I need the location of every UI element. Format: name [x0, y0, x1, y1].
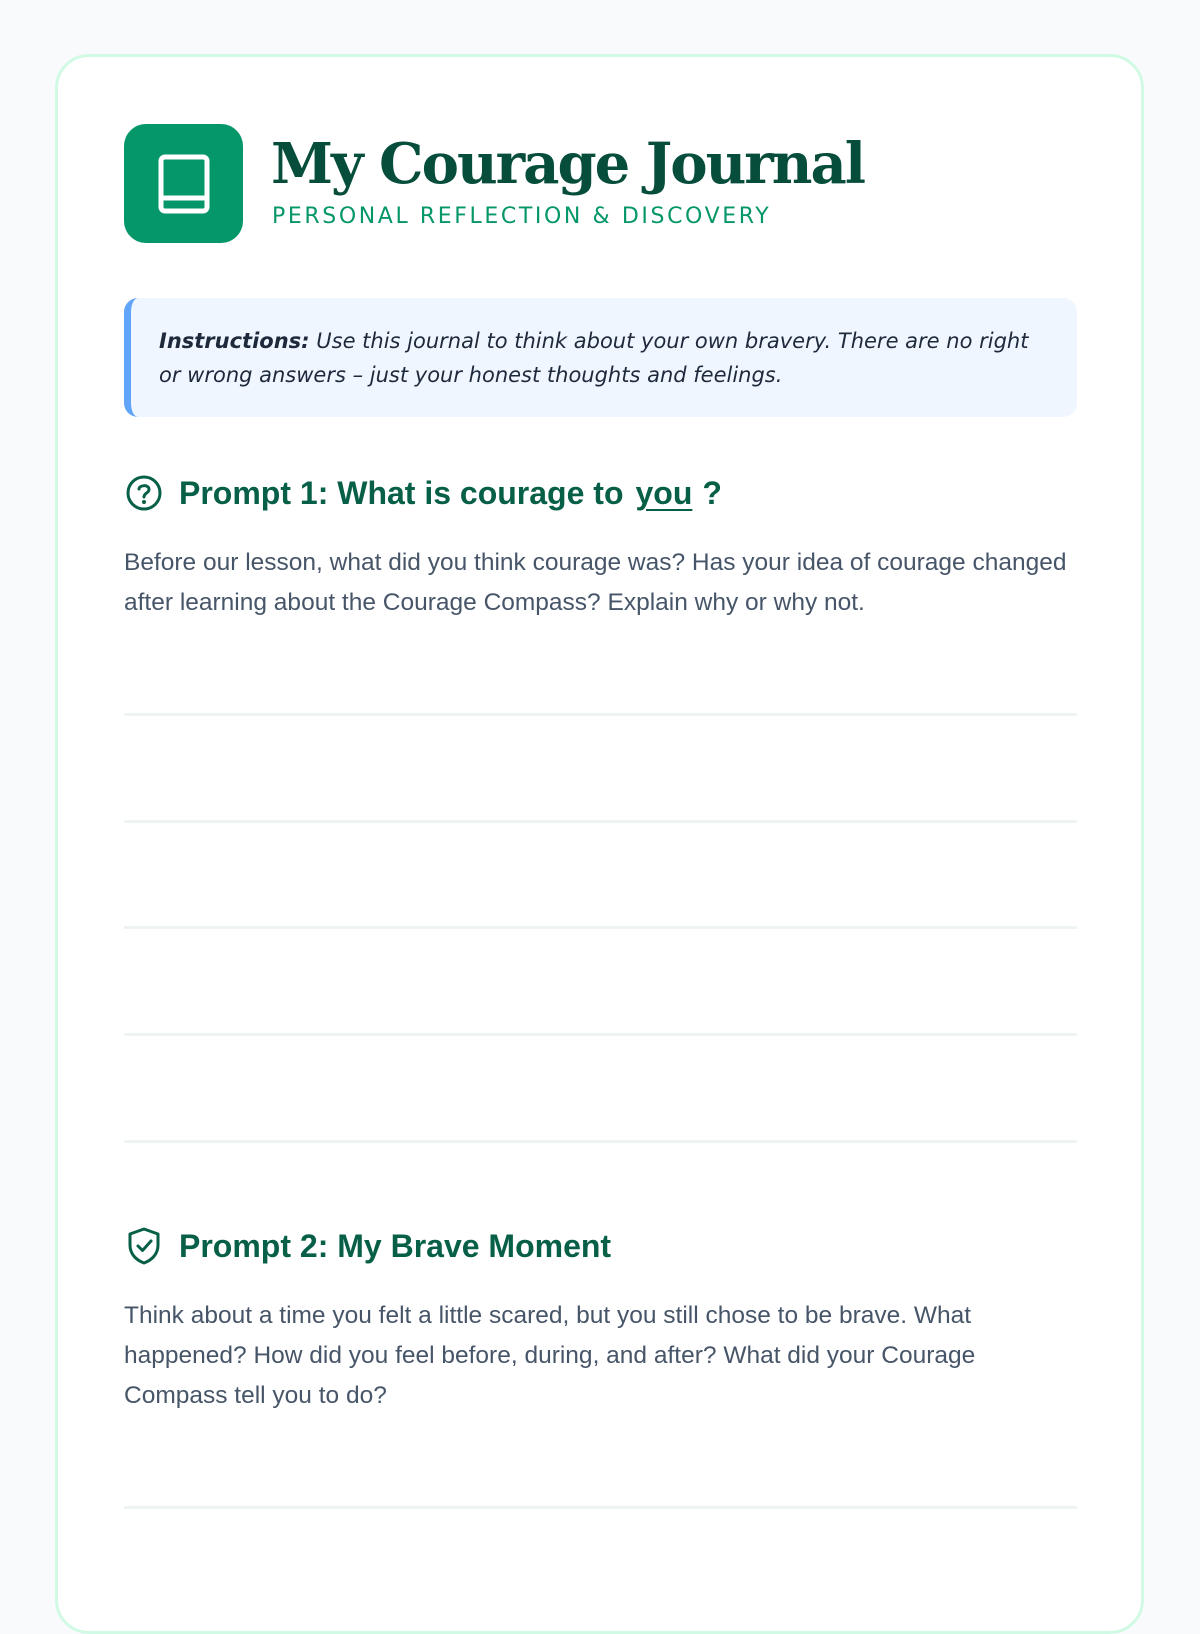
prompt-2-title-text: Prompt 2: My Brave Moment: [179, 1227, 612, 1264]
page-title: My Courage Journal: [271, 131, 865, 197]
journal-header: [124, 124, 891, 243]
prompt-1-title-emphasis: you: [635, 474, 693, 511]
prompt-1-title-end: ?: [702, 474, 722, 511]
prompt-2-description: Think about a time you felt a little scared, but you still chose to be brave. What happened? How did you feel before, during, and after? What did your Courage Compass tell you to do?: [124, 1302, 976, 1409]
logo: [124, 124, 243, 243]
title-block: [271, 124, 891, 243]
prompt-2-title: [124, 1224, 611, 1268]
instructions-text: Use this journal to think about your own bravery. There are no right or wrong answers – just your honest thoughts and feelings.: [159, 329, 1029, 387]
instructions-box: [124, 298, 1077, 417]
question-circle-icon: [124, 473, 164, 513]
prompt-1-writing-line-3[interactable]: [124, 926, 1077, 929]
prompt-1-writing-line-5[interactable]: [124, 1140, 1077, 1143]
shield-check-icon: [124, 1226, 164, 1266]
prompt-1-description: Before our lesson, what did you think courage was? Has your idea of courage changed after learning about the Courage Compass? Explain why or why not.: [124, 549, 1067, 616]
instructions-lead: Instructions:: [159, 329, 310, 353]
prompt-1-title: [124, 471, 722, 515]
prompt-1-title-text: Prompt 1: What is courage to: [179, 474, 624, 511]
prompt-1-writing-line-2[interactable]: [124, 820, 1077, 823]
prompt-1-writing-line-1[interactable]: [124, 713, 1077, 716]
prompt-1-writing-line-4[interactable]: [124, 1033, 1077, 1036]
page-subtitle: PERSONAL REFLECTION & DISCOVERY: [272, 204, 772, 229]
book-icon: [158, 154, 210, 214]
prompt-2-writing-line-1[interactable]: [124, 1506, 1077, 1509]
